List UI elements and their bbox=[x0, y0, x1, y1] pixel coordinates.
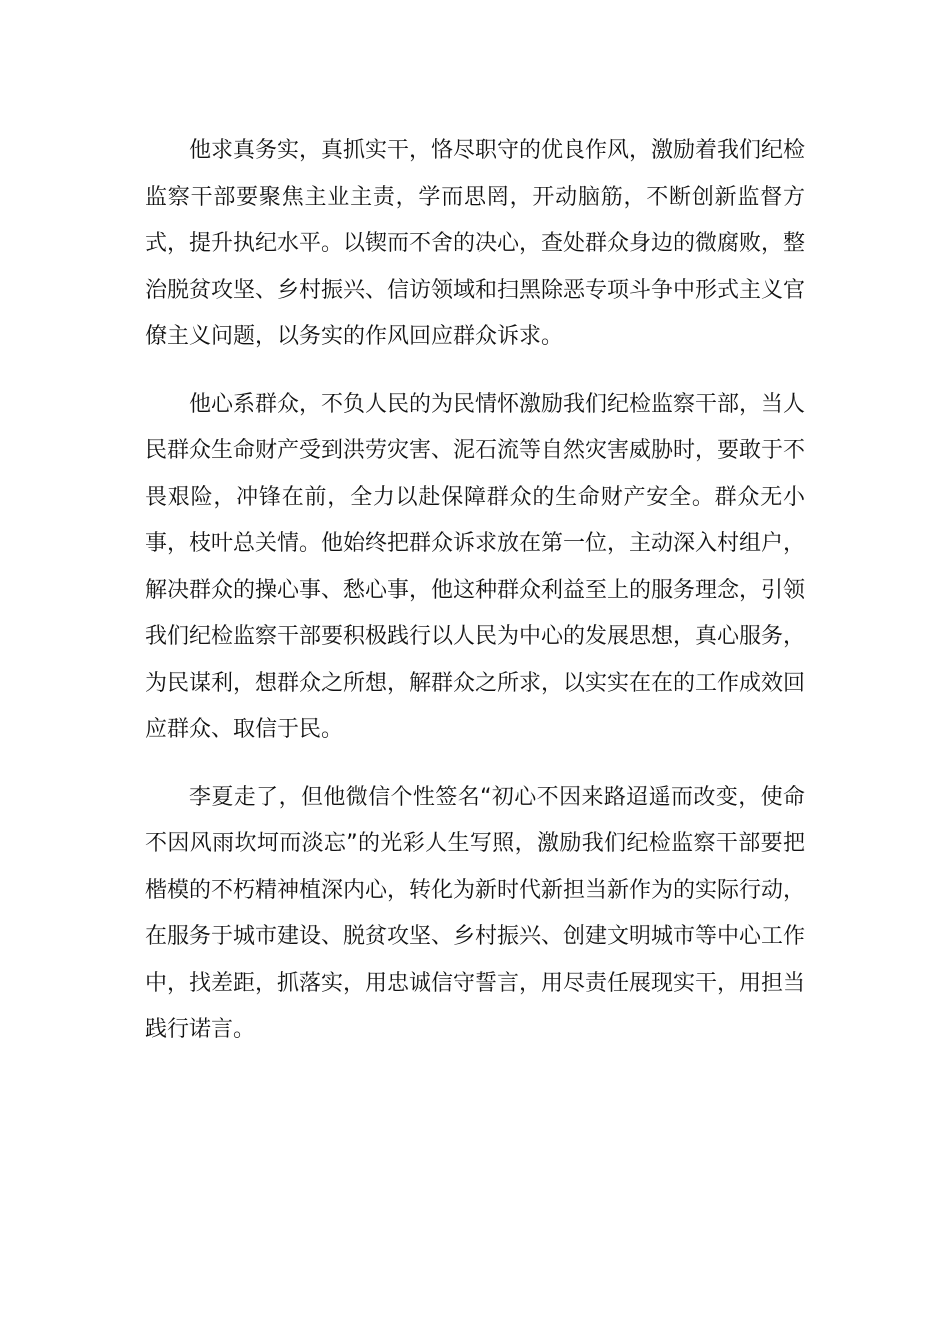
document-body bbox=[145, 128, 805, 1075]
paragraph-1: 他求真务实，真抓实干，恪尽职守的优良作风，激励着我们纪检监察干部要聚焦主业主责，学而思罔，开动脑筋，不断创新监督方式，提升执纪水平。以锲而不舍的决心，查处群众身边的微腐败，整治脱贫攻坚、乡村振兴、信访领域和扫黑除恶专项斗争中形式主义官僚主义问题，以务实的作风回应群众诉求。 bbox=[145, 138, 806, 349]
paragraph-2: 他心系群众，不负人民的为民情怀激励我们纪检监察干部，当人民群众生命财产受到洪劳灾害、泥石流等自然灾害威胁时，要敢于不畏艰险，冲锋在前，全力以赴保障群众的生命财产安全。群众无小事，枝叶总关情。他始终把群众诉求放在第一位，主动深入村组户，解决群众的操心事、愁心事，他这种群众利益至上的服务理念，引领我们纪检监察干部要积极践行以人民为中心的发展思想，真心服务，为民谋利，想群众之所想，解群众之所求，以实实在在的工作成效回应群众、取信于民。 bbox=[145, 391, 806, 742]
paragraph-3: 李夏走了，但他微信个性签名“初心不因来路迢遥而改变，使命不因风雨坎坷而淡忘”的光彩人生写照，激励我们纪检监察干部要把楷模的不朽精神植深内心，转化为新时代新担当新作为的实际行动，在服务于城市建设、脱贫攻坚、乡村振兴、创建文明城市等中心工作中，找差距，抓落实，用忠诚信守誓言，用尽责任展现实干，用担当践行诺言。 bbox=[145, 784, 806, 1042]
